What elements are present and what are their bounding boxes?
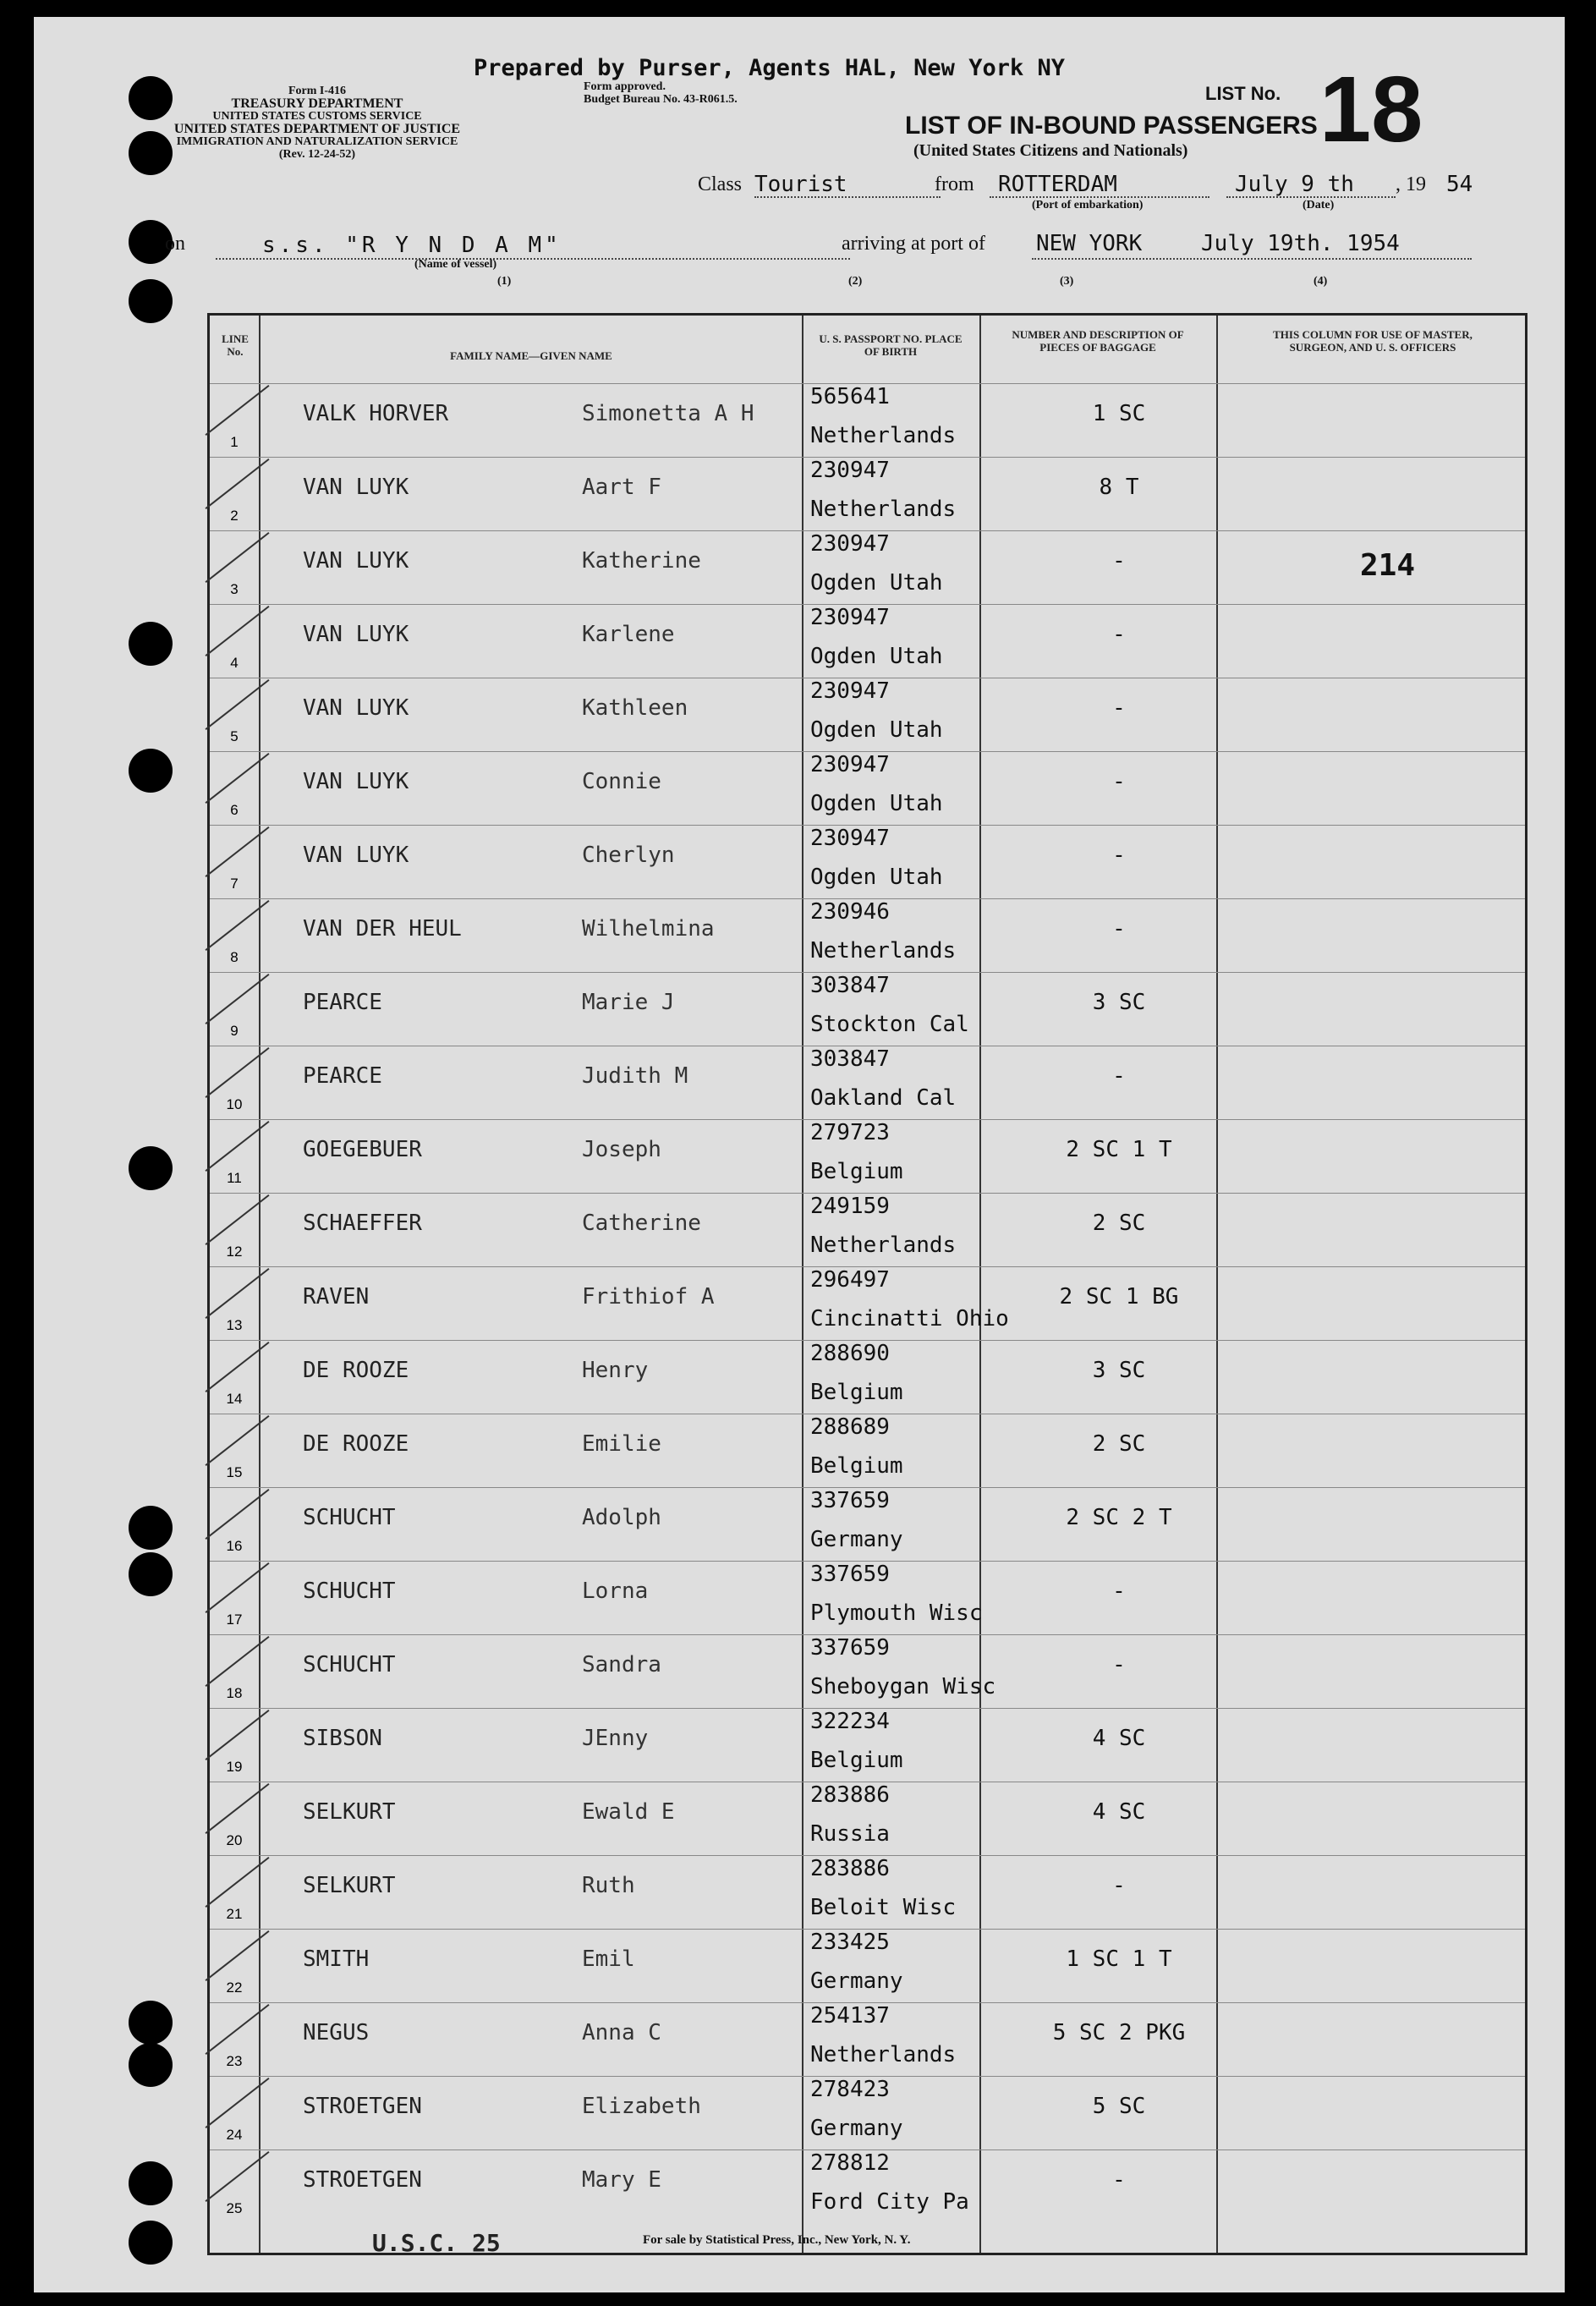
place-of-birth: Netherlands [810, 1233, 957, 1258]
col-header-baggage: NUMBER AND DESCRIPTION OF PIECES OF BAGGAGE [1012, 328, 1184, 354]
form-approved-block [584, 80, 738, 106]
place-of-birth: Oakland Cal [810, 1085, 957, 1111]
check-mark [205, 1342, 269, 1392]
passport-number: 230947 [810, 531, 890, 557]
line-number: 7 [230, 876, 239, 892]
check-mark [205, 1783, 269, 1834]
baggage-description: 2 SC 1 T [1066, 1137, 1172, 1162]
check-mark [205, 2004, 269, 2055]
check-mark [205, 1636, 269, 1687]
baggage-description: 1 SC [1092, 401, 1146, 426]
col-ref-4: (4) [1314, 275, 1328, 288]
line-number: 11 [227, 1170, 242, 1186]
col-header-officers: THIS COLUMN FOR USE OF MASTER, SURGEON, AND U. S. OFFICERS [1273, 328, 1473, 354]
arrival-dots [1032, 258, 1472, 260]
baggage-description: 3 SC [1092, 1358, 1146, 1383]
place-of-birth: Ogden Utah [810, 644, 943, 669]
family-name: VAN LUYK [303, 622, 409, 647]
from-dots [990, 196, 1209, 198]
treasury-dept: TREASURY DEPARTMENT [231, 96, 403, 111]
given-name: Emilie [582, 1431, 661, 1457]
punch-hole [129, 2221, 173, 2265]
family-name: DE ROOZE [303, 1431, 409, 1457]
line-number: 10 [226, 1096, 243, 1112]
baggage-description: 4 SC [1092, 1726, 1146, 1751]
place-of-birth: Netherlands [810, 938, 957, 964]
family-name: SCHUCHT [303, 1652, 396, 1677]
table-row [210, 972, 1525, 1046]
place-of-birth: Belgium [810, 1159, 903, 1184]
given-name: Sandra [582, 1652, 661, 1677]
family-name: SELKURT [303, 1799, 396, 1825]
baggage-description: - [1112, 843, 1126, 868]
punch-hole [129, 749, 173, 793]
baggage-description: 2 SC 2 T [1066, 1505, 1172, 1530]
passport-number: 283886 [810, 1856, 890, 1881]
given-name: Anna C [582, 2020, 661, 2045]
form-left-block [156, 85, 478, 161]
place-of-birth: Plymouth Wisc [810, 1600, 983, 1626]
punch-hole [129, 622, 173, 666]
punch-hole [129, 2161, 173, 2205]
class-value: Tourist [754, 172, 847, 197]
punch-hole [129, 1146, 173, 1190]
given-name: Judith M [582, 1063, 688, 1089]
family-name: VAN LUYK [303, 695, 409, 721]
given-name: Henry [582, 1358, 649, 1383]
given-name: JEnny [582, 1726, 649, 1751]
port-note: (Port of embarkation) [1032, 199, 1144, 211]
line-number: 14 [226, 1391, 243, 1407]
family-name: SELKURT [303, 1873, 396, 1898]
line-number: 22 [226, 1979, 243, 1996]
given-name: Catherine [582, 1211, 701, 1236]
revision: (Rev. 12-24-52) [278, 148, 356, 161]
family-name: NEGUS [303, 2020, 370, 2045]
check-mark [205, 974, 269, 1024]
table-row [210, 898, 1525, 973]
check-mark [205, 385, 269, 436]
baggage-description: - [1112, 2167, 1126, 2193]
table-row [210, 678, 1525, 752]
place-of-birth: Russia [810, 1821, 890, 1847]
voyage-date: July 9 th [1235, 172, 1354, 197]
passport-number: 230947 [810, 826, 890, 851]
year-prefix: , 19 [1396, 173, 1426, 195]
passport-number: 278423 [810, 2077, 890, 2102]
family-name: DE ROOZE [303, 1358, 409, 1383]
usc-stamp: U.S.C. 25 [372, 2229, 501, 2257]
table-row [210, 383, 1525, 458]
form-number: Form I-416 [288, 85, 347, 97]
family-name: STROETGEN [303, 2167, 422, 2193]
check-mark [205, 1415, 269, 1466]
table-row [210, 1634, 1525, 1709]
baggage-description: 2 SC [1092, 1431, 1146, 1457]
place-of-birth: Netherlands [810, 2042, 957, 2067]
check-mark [205, 1489, 269, 1540]
baggage-description: - [1112, 695, 1126, 721]
table-row [210, 1855, 1525, 1930]
given-name: Joseph [582, 1137, 661, 1162]
given-name: Kathleen [582, 695, 688, 721]
check-mark [205, 753, 269, 804]
family-name: PEARCE [303, 990, 382, 1015]
table-row [210, 1487, 1525, 1562]
passport-number: 337659 [810, 1562, 890, 1587]
line-number: 17 [226, 1611, 243, 1628]
passport-number: 283886 [810, 1782, 890, 1808]
col-header-name: FAMILY NAME—GIVEN NAME [450, 349, 612, 362]
place-of-birth: Germany [810, 1968, 903, 1994]
line-number: 3 [230, 581, 239, 597]
officer-note: 214 [1360, 548, 1416, 583]
check-mark [205, 606, 269, 656]
given-name: Karlene [582, 622, 675, 647]
family-name: SCHUCHT [303, 1579, 396, 1604]
table-row [210, 457, 1525, 531]
passport-number: 337659 [810, 1635, 890, 1661]
family-name: VAN LUYK [303, 548, 409, 574]
document-page [34, 17, 1565, 2292]
passport-number: 303847 [810, 1046, 890, 1072]
line-number: 25 [226, 2200, 243, 2216]
place-of-birth: Ford City Pa [810, 2189, 969, 2215]
list-number: 18 [1319, 58, 1423, 162]
check-mark [205, 1121, 269, 1172]
passport-number: 230947 [810, 752, 890, 777]
given-name: Ewald E [582, 1799, 675, 1825]
line-number: 21 [226, 1906, 243, 1922]
table-row [210, 2076, 1525, 2150]
customs-service: UNITED STATES CUSTOMS SERVICE [212, 110, 422, 123]
passport-number: 230947 [810, 458, 890, 483]
passport-number: 288690 [810, 1341, 890, 1366]
arrival-date: July 19th. 1954 [1201, 231, 1400, 256]
passport-number: 230946 [810, 899, 890, 925]
line-number: 23 [226, 2053, 243, 2069]
col-ref-1: (1) [497, 275, 512, 288]
baggage-description: - [1112, 548, 1126, 574]
given-name: Katherine [582, 548, 701, 574]
table-row [210, 1929, 1525, 2003]
place-of-birth: Belgium [810, 1748, 903, 1773]
line-number: 4 [230, 655, 239, 671]
passport-number: 230947 [810, 605, 890, 630]
place-of-birth: Germany [810, 2116, 903, 2141]
passport-number: 337659 [810, 1488, 890, 1513]
form-approved: Form approved. [584, 80, 666, 93]
col-ref-2: (2) [848, 275, 863, 288]
family-name: VAN DER HEUL [303, 916, 462, 942]
place-of-birth: Ogden Utah [810, 791, 943, 816]
passport-number: 233425 [810, 1930, 890, 1955]
place-of-birth: Ogden Utah [810, 865, 943, 890]
baggage-description: 3 SC [1092, 990, 1146, 1015]
baggage-description: - [1112, 1652, 1126, 1677]
given-name: Connie [582, 769, 661, 794]
family-name: SIBSON [303, 1726, 382, 1751]
line-number: 8 [230, 949, 239, 965]
family-name: GOEGEBUER [303, 1137, 422, 1162]
passport-number: 296497 [810, 1267, 890, 1293]
vessel-name: s.s. "R Y N D A M" [262, 233, 562, 258]
family-name: VALK HORVER [303, 401, 449, 426]
table-row [210, 1119, 1525, 1194]
family-name: RAVEN [303, 1284, 370, 1309]
check-mark [205, 1268, 269, 1319]
passport-number: 288689 [810, 1414, 890, 1440]
check-mark [205, 1047, 269, 1098]
given-name: Frithiof A [582, 1284, 715, 1309]
col-ref-3: (3) [1060, 275, 1074, 288]
place-of-birth: Belgium [810, 1380, 903, 1405]
check-mark [205, 2151, 269, 2202]
baggage-description: - [1112, 1063, 1126, 1089]
passport-number: 303847 [810, 973, 890, 998]
baggage-description: - [1112, 1873, 1126, 1898]
table-row [210, 1046, 1525, 1120]
printer-credit: For sale by Statistical Press, Inc., New York, N. Y. [643, 2233, 911, 2247]
baggage-description: 4 SC [1092, 1799, 1146, 1825]
place-of-birth: Germany [810, 1527, 903, 1552]
punch-hole [129, 1506, 173, 1550]
check-mark [205, 1857, 269, 1908]
class-dots [754, 196, 941, 198]
family-name: VAN LUYK [303, 769, 409, 794]
check-mark [205, 1710, 269, 1760]
family-name: SCHAEFFER [303, 1211, 422, 1236]
check-mark [205, 1562, 269, 1613]
col-header-passport: U. S. PASSPORT NO. PLACE OF BIRTH [819, 332, 963, 358]
given-name: Marie J [582, 990, 675, 1015]
check-mark [205, 826, 269, 877]
given-name: Ruth [582, 1873, 635, 1898]
table-row [210, 1193, 1525, 1267]
place-of-birth: Ogden Utah [810, 717, 943, 743]
col-header-line-no: LINE No. [222, 332, 249, 358]
baggage-description: - [1112, 622, 1126, 647]
passport-number: 278812 [810, 2150, 890, 2176]
table-row [210, 1266, 1525, 1341]
given-name: Mary E [582, 2167, 661, 2193]
list-subtitle: (United States Citizens and Nationals) [913, 141, 1188, 160]
place-of-birth: Cincinatti Ohio [810, 1306, 1009, 1331]
vessel-note: (Name of vessel) [414, 258, 497, 271]
date-dots [1226, 196, 1396, 198]
baggage-description: - [1112, 1579, 1126, 1604]
table-row [210, 604, 1525, 678]
line-number: 2 [230, 508, 239, 524]
table-row [210, 1561, 1525, 1635]
table-row [210, 1708, 1525, 1782]
family-name: SMITH [303, 1946, 370, 1972]
punch-hole [129, 279, 173, 323]
vessel-dots [216, 258, 850, 260]
baggage-description: 8 T [1099, 475, 1139, 500]
year-value: 54 [1446, 172, 1473, 197]
line-number: 18 [226, 1685, 243, 1701]
given-name: Adolph [582, 1505, 661, 1530]
budget-bureau: Budget Bureau No. 43-R061.5. [584, 93, 738, 106]
place-of-birth: Netherlands [810, 423, 957, 448]
place-of-birth: Ogden Utah [810, 570, 943, 596]
given-name: Elizabeth [582, 2094, 701, 2119]
from-value: ROTTERDAM [998, 172, 1117, 197]
family-name: VAN LUYK [303, 475, 409, 500]
line-number: 15 [226, 1464, 243, 1480]
line-number: 13 [226, 1317, 243, 1333]
line-number: 1 [230, 434, 239, 450]
check-mark [205, 900, 269, 951]
line-number: 12 [226, 1244, 243, 1260]
baggage-description: 2 SC [1092, 1211, 1146, 1236]
given-name: Lorna [582, 1579, 649, 1604]
line-number: 24 [226, 2127, 243, 2143]
punch-hole [129, 1552, 173, 1596]
table-row [210, 530, 1525, 605]
passport-number: 230947 [810, 678, 890, 704]
on-label: on [165, 233, 185, 255]
baggage-description: 5 SC 2 PKG [1052, 2020, 1186, 2045]
arriving-label: arriving at port of [842, 233, 985, 255]
table-row [210, 751, 1525, 826]
passport-number: 322234 [810, 1709, 890, 1734]
check-mark [205, 1930, 269, 1981]
check-mark [205, 2078, 269, 2128]
check-mark [205, 532, 269, 583]
given-name: Emil [582, 1946, 635, 1972]
check-mark [205, 1194, 269, 1245]
line-number: 9 [230, 1023, 239, 1039]
given-name: Wilhelmina [582, 916, 715, 942]
punch-hole [129, 2001, 173, 2045]
place-of-birth: Belgium [810, 1453, 903, 1479]
baggage-description: 5 SC [1092, 2094, 1146, 2119]
prepared-by-line: Prepared by Purser, Agents HAL, New York NY [474, 55, 1065, 81]
given-name: Cherlyn [582, 843, 675, 868]
given-name: Aart F [582, 475, 661, 500]
class-label: Class [698, 173, 743, 195]
place-of-birth: Netherlands [810, 497, 957, 522]
punch-hole [129, 2043, 173, 2087]
family-name: STROETGEN [303, 2094, 422, 2119]
passenger-table [207, 313, 1527, 2255]
given-name: Simonetta A H [582, 401, 754, 426]
line-number: 19 [226, 1759, 243, 1775]
baggage-description: 2 SC 1 BG [1059, 1284, 1179, 1309]
family-name: VAN LUYK [303, 843, 409, 868]
family-name: PEARCE [303, 1063, 382, 1089]
ins-service: IMMIGRATION AND NATURALIZATION SERVICE [176, 135, 458, 148]
arrival-port: NEW YORK [1036, 231, 1143, 256]
table-row [210, 1782, 1525, 1856]
line-number: 20 [226, 1832, 243, 1848]
table-row [210, 1414, 1525, 1488]
baggage-description: - [1112, 769, 1126, 794]
table-row [210, 1340, 1525, 1414]
line-number: 6 [230, 802, 239, 818]
passport-number: 279723 [810, 1120, 890, 1145]
from-label: from [935, 173, 974, 195]
passport-number: 565641 [810, 384, 890, 409]
line-number: 5 [230, 728, 239, 744]
passport-number: 254137 [810, 2003, 890, 2029]
table-row [210, 825, 1525, 899]
list-title: LIST OF IN-BOUND PASSENGERS [905, 112, 1318, 140]
place-of-birth: Stockton Cal [810, 1012, 969, 1037]
passport-number: 249159 [810, 1194, 890, 1219]
table-row [210, 2150, 1525, 2224]
check-mark [205, 458, 269, 509]
place-of-birth: Sheboygan Wisc [810, 1674, 996, 1699]
family-name: SCHUCHT [303, 1505, 396, 1530]
baggage-description: - [1112, 916, 1126, 942]
baggage-description: 1 SC 1 T [1066, 1946, 1172, 1972]
justice-dept: UNITED STATES DEPARTMENT OF JUSTICE [173, 122, 461, 136]
place-of-birth: Beloit Wisc [810, 1895, 957, 1920]
table-row [210, 2002, 1525, 2077]
list-no-label: LIST No. [1205, 83, 1281, 104]
date-note: (Date) [1303, 199, 1335, 211]
check-mark [205, 679, 269, 730]
line-number: 16 [226, 1538, 243, 1554]
